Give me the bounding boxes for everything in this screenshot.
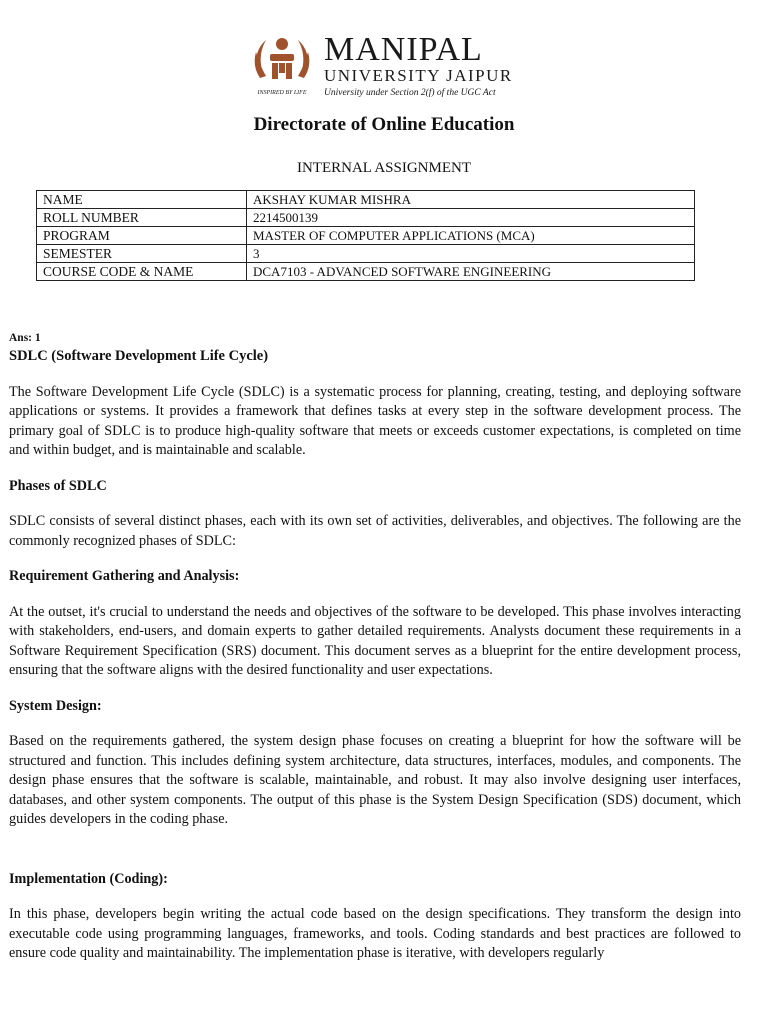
table-row [37,209,695,227]
implementation-paragraph: In this phase, developers begin writing the actual code based on the design specifications. They transform the design into executable code using programming languages, frameworks, and tools. Coding standards and best practices are followed to ensure code quality and maintainability. The implementation phase is iterative, with developers regularly [9,906,741,961]
student-info-table [36,190,695,281]
main-heading: SDLC (Software Development Life Cycle) [9,348,269,364]
course-value: DCA7103 - ADVANCED SOFTWARE ENGINEERING [247,263,695,281]
emblem-motto: INSPIRED BY LIFE [257,90,307,96]
university-name: UNIVERSITY JAIPUR [324,66,513,85]
system-design-heading: System Design: [9,697,102,714]
requirements-heading: Requirement Gathering and Analysis: [9,568,240,584]
directorate-title: Directorate of Online Education [253,114,515,135]
answer-content [9,331,741,964]
table-row [37,191,695,209]
program-label: PROGRAM [37,227,247,245]
assignment-title: INTERNAL ASSIGNMENT [296,160,472,176]
brand-name: MANIPAL [324,31,483,68]
system-design-paragraph: Based on the requirements gathered, the system design phase focuses on creating a blueprint for how the software will be structured and function. This includes defining system architecture, data structures, interfaces, modules, and components. The design phase ensures that the software is scalable, maintainable, and robust. It may also involve designing user interfaces, databases, and other system components. The output of this phase is the System Design Specification (SDS) document, which guides developers in the coding phase. [9,733,741,827]
program-value: MASTER OF COMPUTER APPLICATIONS (MCA) [247,227,695,245]
semester-label: SEMESTER [37,245,247,263]
answer-label: Ans: 1 [9,332,41,344]
roll-number-label: ROLL NUMBER [37,209,247,227]
name-label: NAME [37,191,247,209]
university-tagline: University under Section 2(f) of the UGC Act [324,88,496,98]
table-row [37,263,695,281]
course-label: COURSE CODE & NAME [37,263,247,281]
table-row [37,245,695,263]
implementation-heading: Implementation (Coding): [9,870,168,887]
intro-paragraph: The Software Development Life Cycle (SDLC) is a systematic process for planning, creating, testing, and deploying software applications or systems. It provides a framework that defines tasks at every step in the software development process. The primary goal of SDLC is to produce high-quality software that meets or exceeds customer expectations, is completed on time and within budget, and is maintainable and scalable. [9,383,741,458]
university-emblem-icon [246,30,318,102]
name-value: AKSHAY KUMAR MISHRA [247,191,695,209]
semester-value: 3 [247,245,695,263]
phases-heading: Phases of SDLC [9,477,107,494]
phases-intro-paragraph: SDLC consists of several distinct phases, each with its own set of activities, deliverables, and objectives. The following are the commonly recognized phases of SDLC: [9,513,741,549]
roll-number-value: 2214500139 [247,209,695,227]
university-logo [246,30,536,100]
table-row [37,227,695,245]
requirements-paragraph: At the outset, it's crucial to understand the needs and objectives of the software to be developed. This phase involves interacting with stakeholders, end-users, and domain experts to gather detailed requirements. Analysts document these requirements in a Software Requirement Specification (SRS) document. This document serves as a blueprint for the entire development process, ensuring that the software aligns with the desired functionality and user expectations. [9,603,741,678]
